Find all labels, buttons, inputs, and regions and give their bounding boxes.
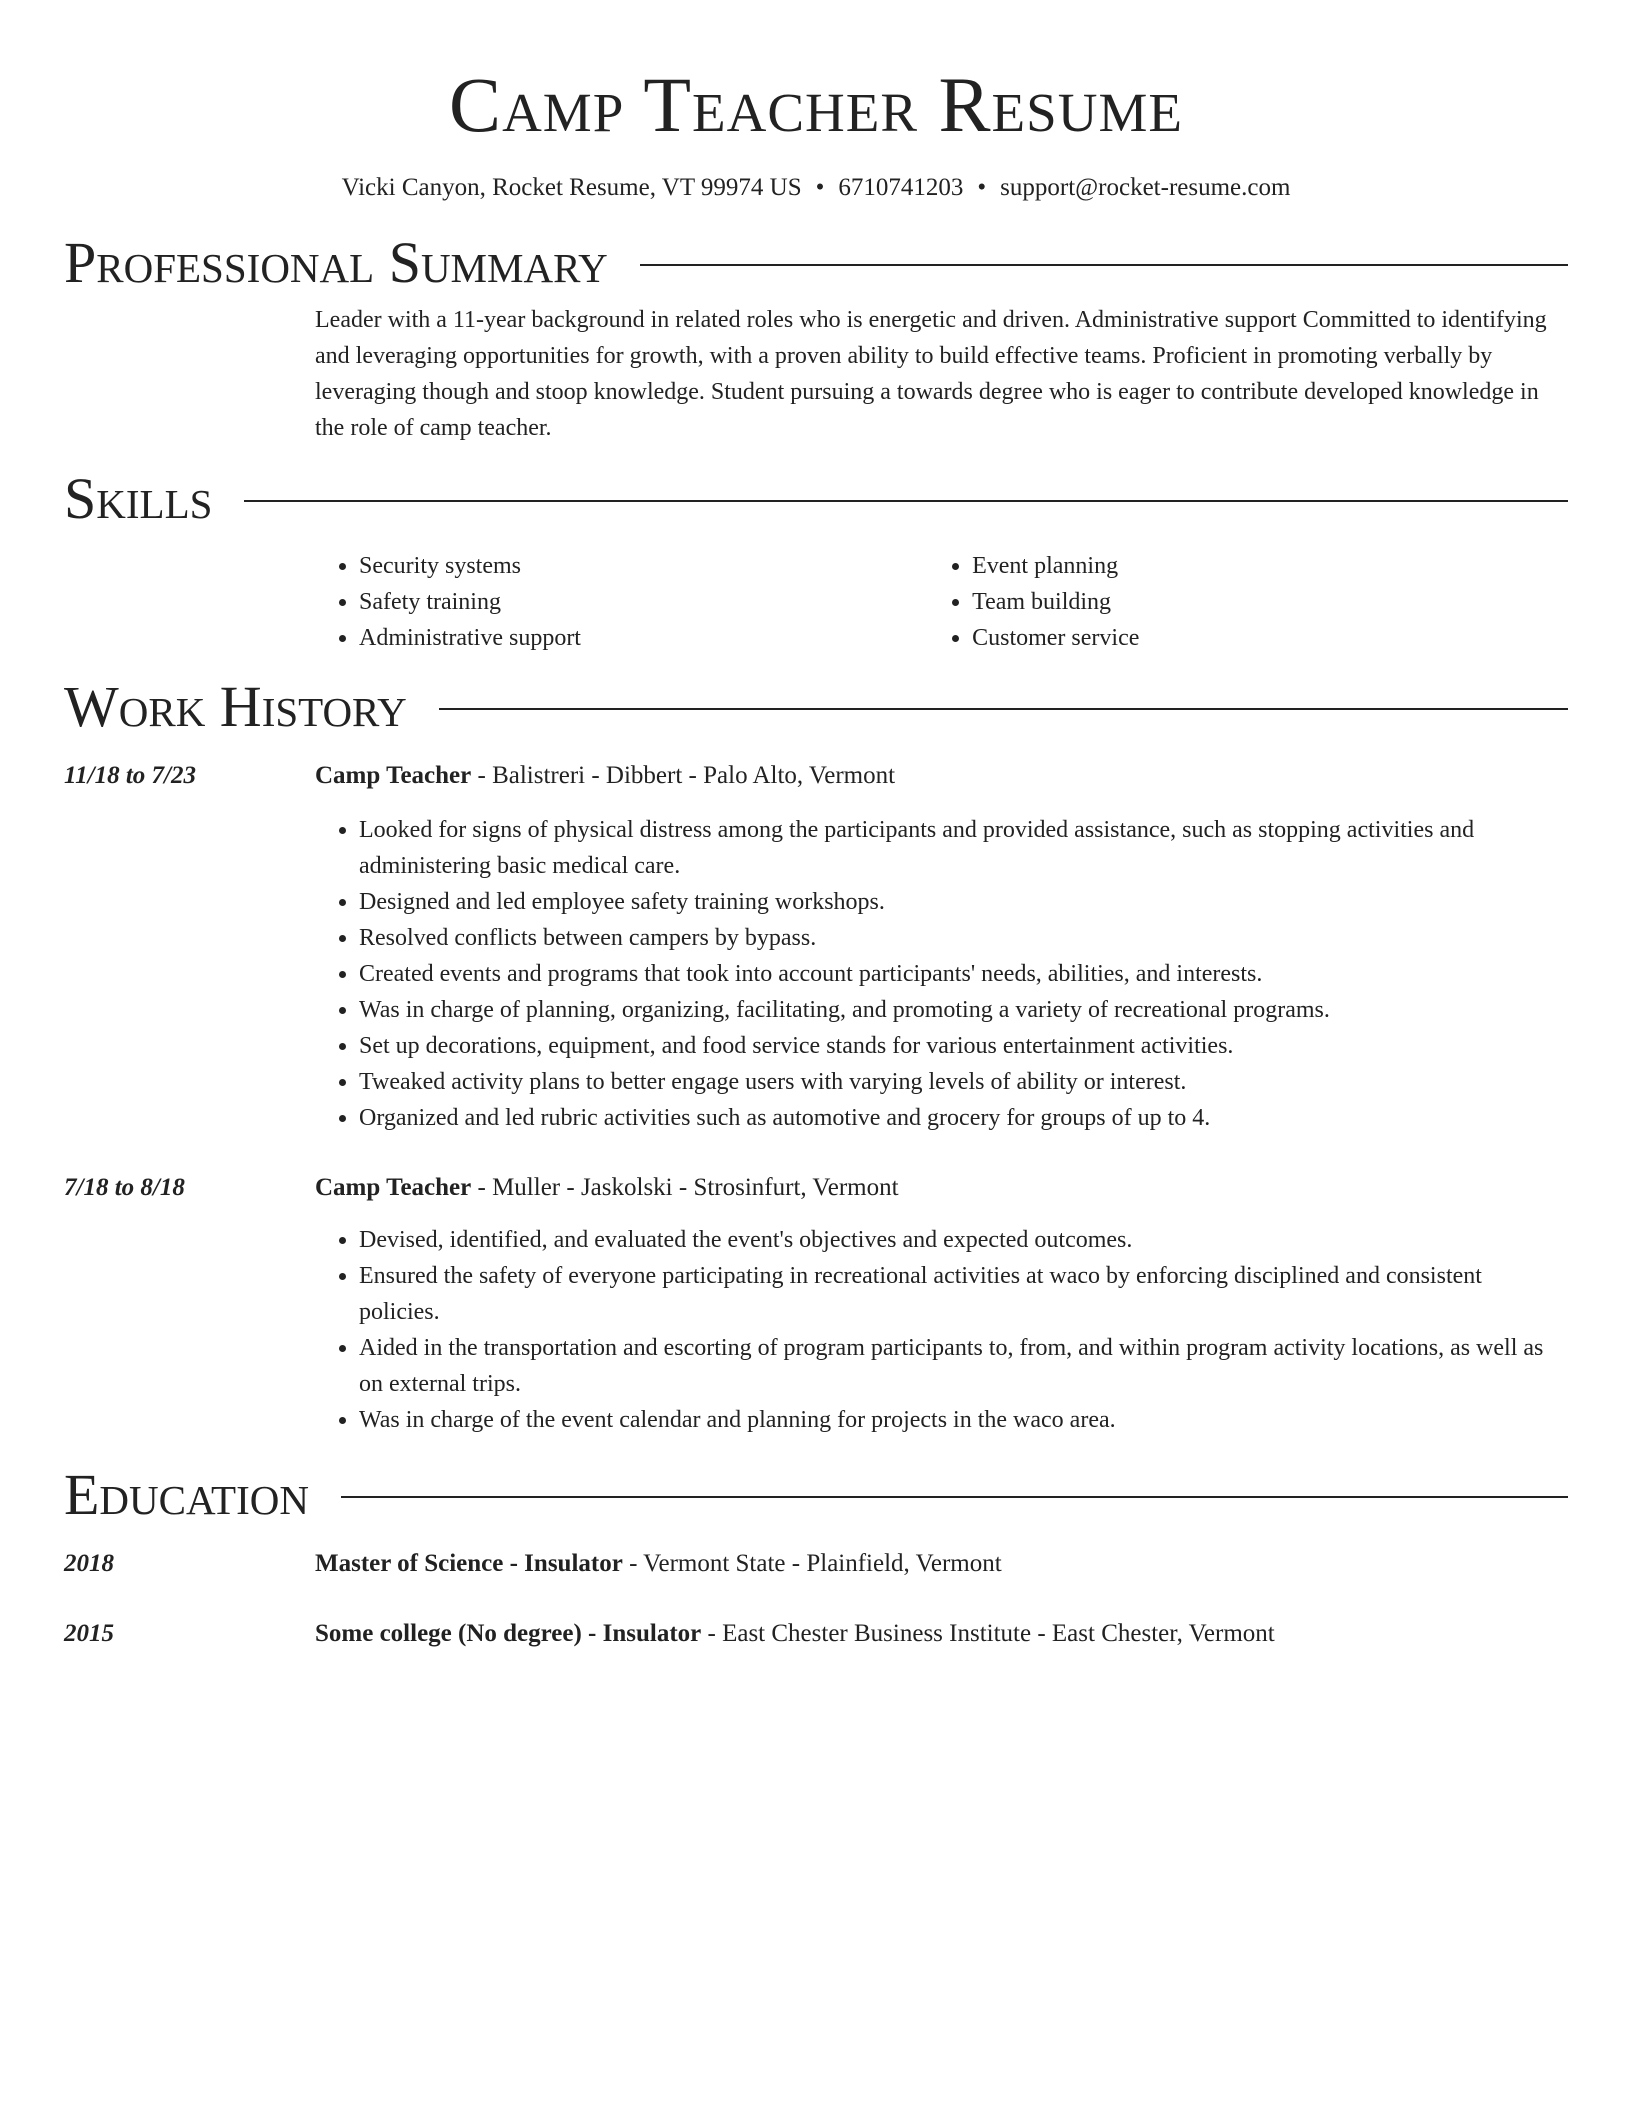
job-bullet: • Ensured the safety of everyone participating in recreational activities at waco by enforcing disciplined and consistent policies. bbox=[359, 1258, 1568, 1330]
job-bullet: • Designed and led employee safety training workshops. bbox=[359, 884, 1568, 920]
summary-body bbox=[315, 302, 1568, 446]
contact-separator: • bbox=[977, 174, 987, 201]
job-bullet: • Resolved conflicts between campers by bypass. bbox=[359, 920, 1568, 956]
job-details: - Muller - Jaskolski - Strosinfurt, Vermont bbox=[471, 1174, 899, 1201]
skill-item: • Customer service bbox=[972, 620, 1568, 656]
job-entry-header bbox=[64, 758, 1568, 794]
skills-column-left bbox=[315, 548, 928, 656]
contact-separator: • bbox=[815, 174, 825, 201]
education-heading: Education bbox=[64, 1462, 309, 1527]
section-divider bbox=[439, 708, 1568, 710]
job-date: 7/18 to 8/18 bbox=[64, 1174, 185, 1201]
resume-title: Camp Teacher Resume bbox=[449, 61, 1183, 148]
job-title: Camp Teacher bbox=[315, 762, 472, 789]
skill-item: • Administrative support bbox=[359, 620, 928, 656]
summary-text: Leader with a 11-year background in related roles who is energetic and driven. Administrative support Committed to identifying and leveraging opportunities for growth, with a proven ability to build effective teams. Proficient in promoting verbally by leveraging though and stoop knowledge. Student pursuing a towards degree who is eager to contribute developed knowledge in the role of camp teacher. bbox=[315, 307, 1547, 441]
section-divider bbox=[244, 500, 1568, 502]
job-bullet: • Devised, identified, and evaluated the event's objectives and expected outcomes. bbox=[359, 1222, 1568, 1258]
job-details: - Balistreri - Dibbert - Palo Alto, Vermont bbox=[471, 762, 896, 789]
job-bullet: • Set up decorations, equipment, and food service stands for various entertainment activities. bbox=[359, 1028, 1568, 1064]
education-entry bbox=[64, 1616, 1568, 1652]
job-bullet: • Was in charge of the event calendar and planning for projects in the waco area. bbox=[359, 1402, 1568, 1438]
education-degree: Some college (No degree) - Insulator bbox=[315, 1620, 702, 1647]
education-date: 2018 bbox=[64, 1550, 114, 1577]
skill-item: • Event planning bbox=[972, 548, 1568, 584]
education-entry bbox=[64, 1546, 1568, 1582]
section-divider bbox=[640, 264, 1568, 266]
section-divider bbox=[341, 1496, 1568, 1498]
job-bullets bbox=[315, 812, 1568, 1136]
skills-heading: Skills bbox=[64, 466, 213, 531]
job-bullet: • Aided in the transportation and escorting of program participants to, from, and within program activity locations, as well as on external trips. bbox=[359, 1330, 1568, 1402]
summary-heading: Professional Summary bbox=[64, 230, 608, 295]
skills-column-right bbox=[928, 548, 1568, 656]
education-section-header bbox=[64, 1462, 1568, 1528]
job-entry-header bbox=[64, 1170, 1568, 1206]
job-bullet: • Looked for signs of physical distress among the participants and provided assistance, such as stopping activities and administering basic medical care. bbox=[359, 812, 1568, 884]
contact-phone: 6710741203 bbox=[838, 174, 964, 201]
education-heading-line bbox=[315, 1616, 1275, 1652]
skill-item: • Team building bbox=[972, 584, 1568, 620]
contact-email: support@rocket-resume.com bbox=[1000, 174, 1291, 201]
education-details: - East Chester Business Institute - East Chester, Vermont bbox=[701, 1620, 1275, 1647]
job-heading bbox=[315, 1170, 899, 1206]
resume-page bbox=[64, 0, 1568, 1652]
work-heading: Work History bbox=[64, 674, 407, 739]
education-heading-line bbox=[315, 1546, 1002, 1582]
job-bullet: • Created events and programs that took into account participants' needs, abilities, and interests. bbox=[359, 956, 1568, 992]
job-bullet: • Tweaked activity plans to better engage users with varying levels of ability or interest. bbox=[359, 1064, 1568, 1100]
summary-section-header bbox=[64, 230, 1568, 296]
skill-item: • Safety training bbox=[359, 584, 928, 620]
skills-section-header bbox=[64, 466, 1568, 532]
job-bullets bbox=[315, 1222, 1568, 1438]
education-degree: Master of Science - Insulator bbox=[315, 1550, 623, 1577]
education-date: 2015 bbox=[64, 1620, 114, 1647]
contact-line bbox=[64, 172, 1568, 204]
job-bullet: • Was in charge of planning, organizing, facilitating, and promoting a variety of recreational programs. bbox=[359, 992, 1568, 1028]
job-bullet: • Organized and led rubric activities such as automotive and grocery for groups of up to 4. bbox=[359, 1100, 1568, 1136]
education-details: - Vermont State - Plainfield, Vermont bbox=[622, 1550, 1002, 1577]
contact-address: Vicki Canyon, Rocket Resume, VT 99974 US bbox=[341, 174, 802, 201]
job-heading bbox=[315, 758, 895, 794]
skill-item: • Security systems bbox=[359, 548, 928, 584]
skills-list bbox=[315, 548, 1568, 656]
work-section-header bbox=[64, 674, 1568, 740]
job-date: 11/18 to 7/23 bbox=[64, 762, 196, 789]
job-title: Camp Teacher bbox=[315, 1174, 472, 1201]
